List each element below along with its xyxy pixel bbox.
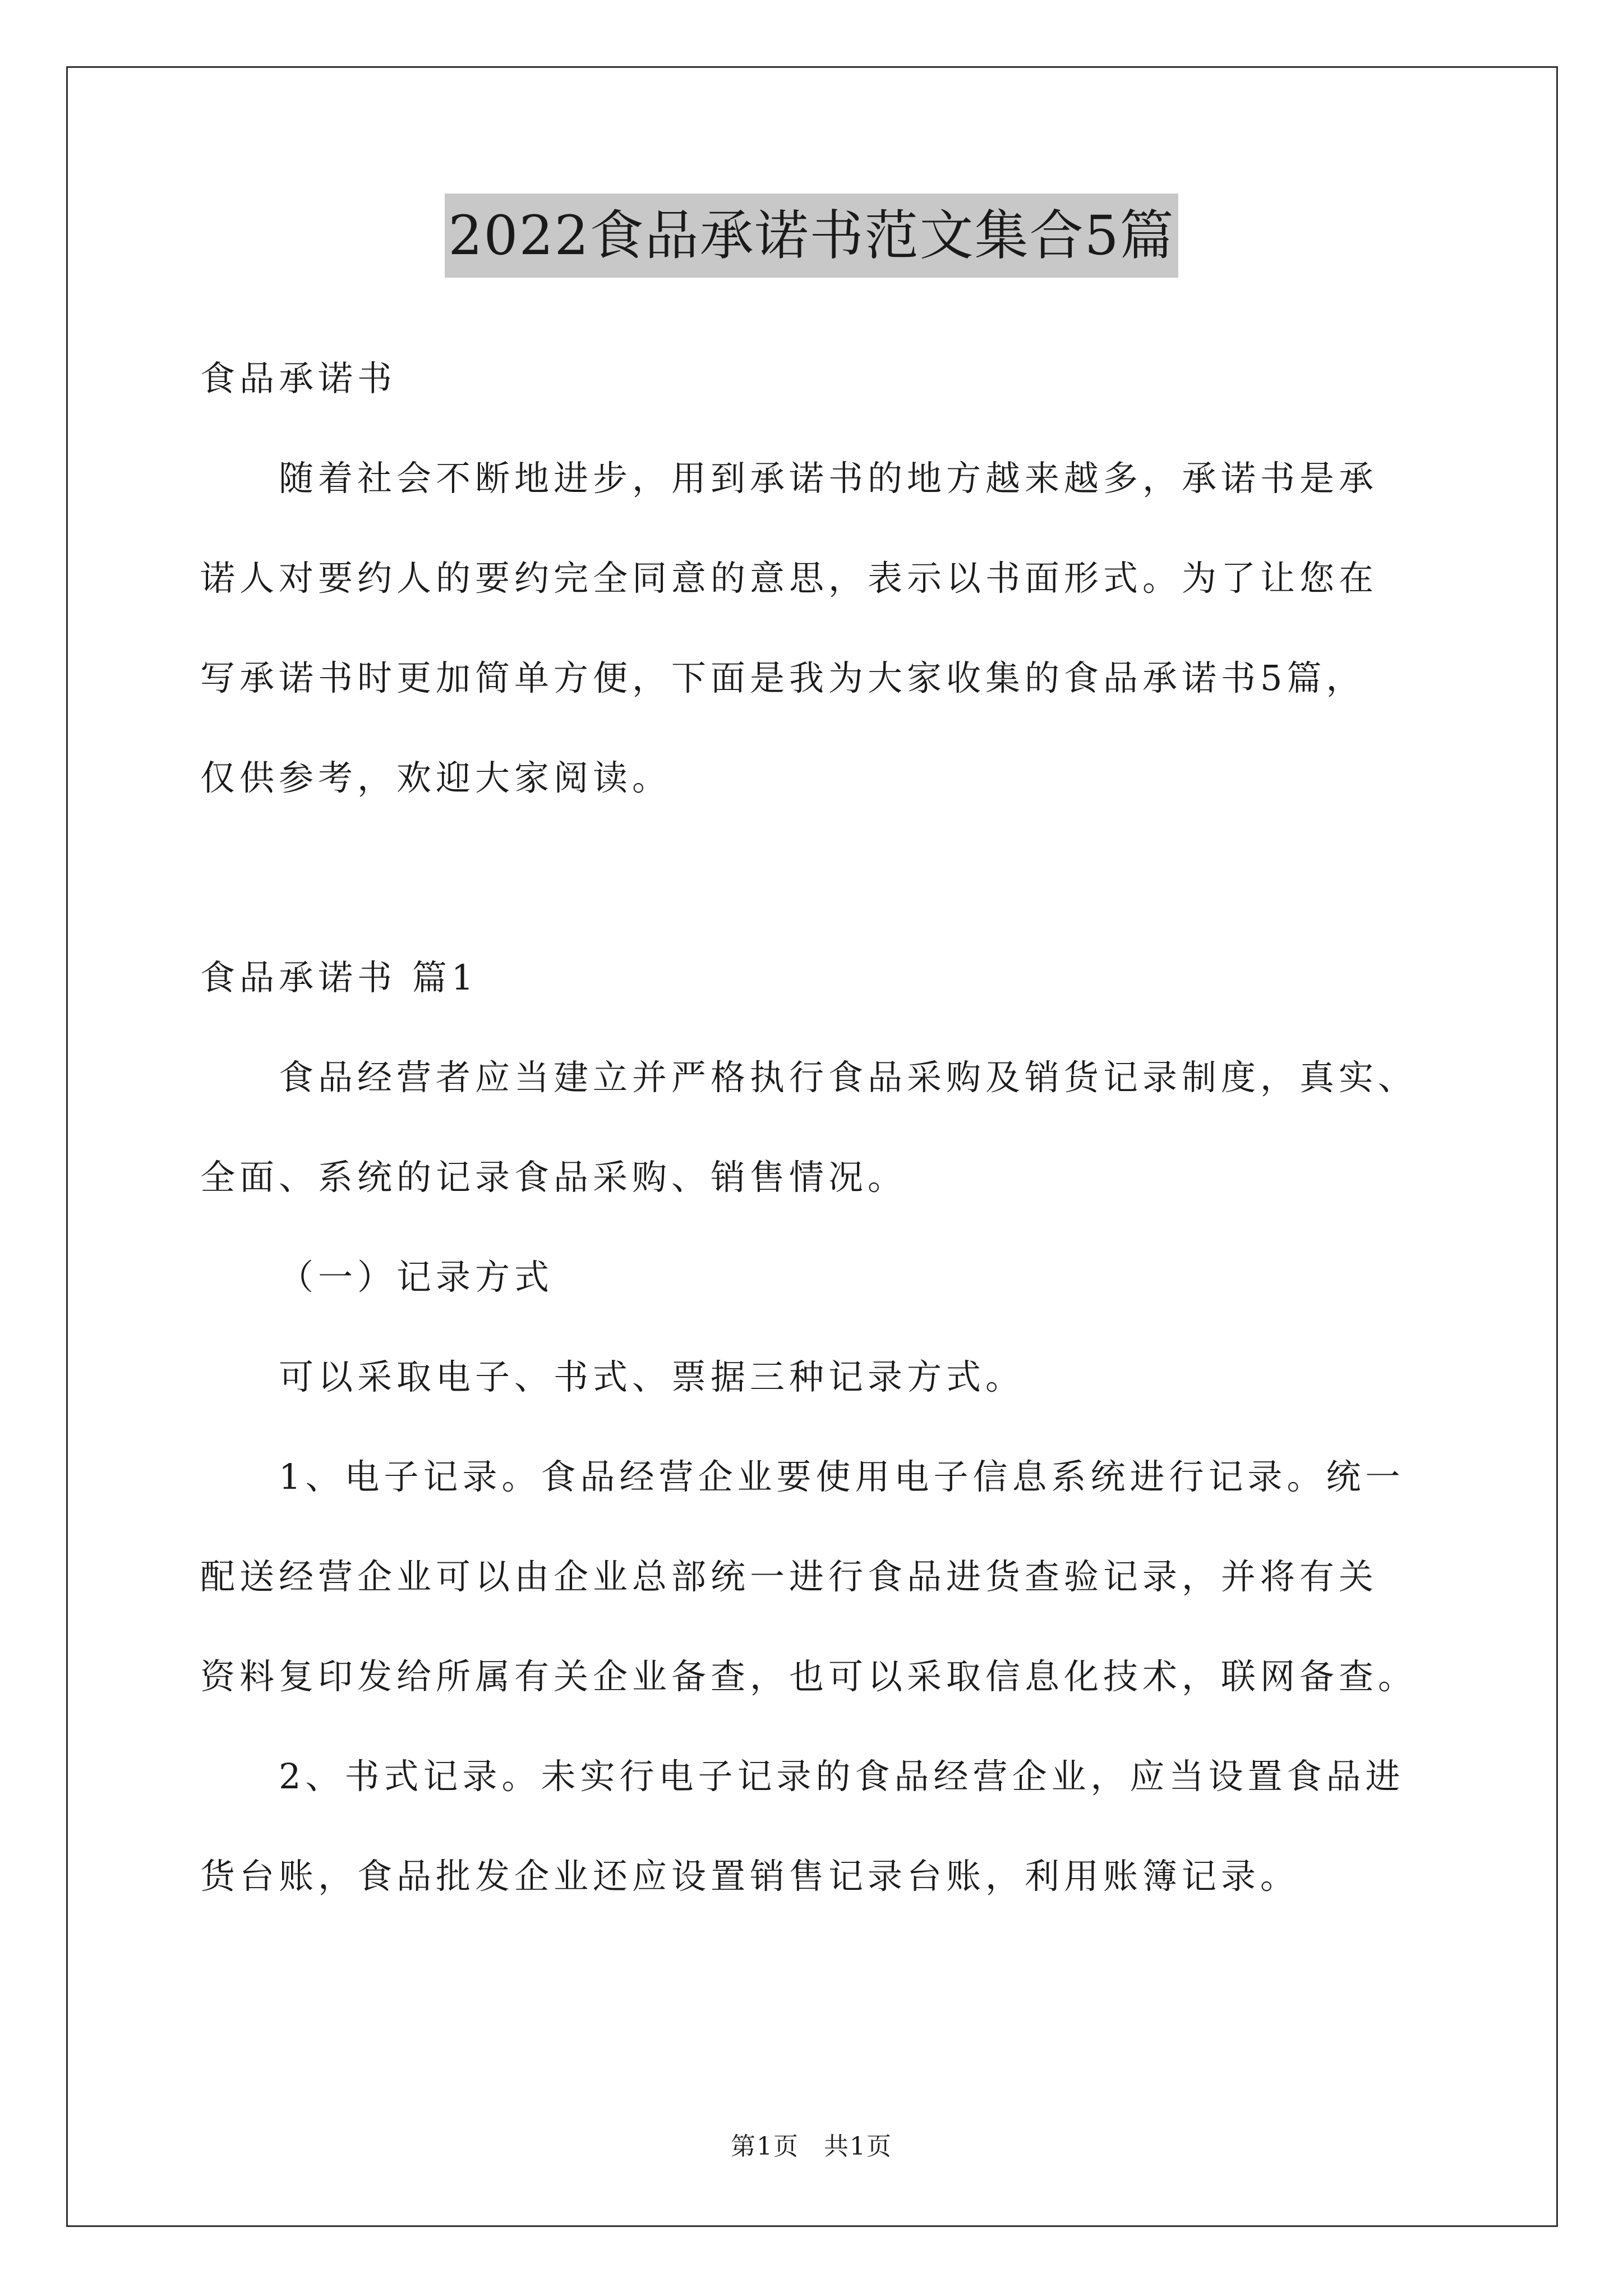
intro-paragraph-line: 写承诺书时更加简单方便，下面是我为大家收集的食品承诺书5篇， bbox=[200, 657, 1366, 698]
section-paragraph-line: 可以采取电子、书式、票据三种记录方式。 bbox=[279, 1356, 1025, 1397]
section-paragraph-line: 资料复印发给所属有关企业备查，也可以采取信息化技术，联网备查。 bbox=[200, 1656, 1418, 1697]
section-paragraph-line: 货台账，食品批发企业还应设置销售记录台账，利用账簿记录。 bbox=[200, 1856, 1300, 1897]
section-heading: 食品承诺书 篇1 bbox=[200, 957, 478, 998]
document-title: 2022食品承诺书范文集合5篇 bbox=[445, 194, 1178, 278]
document-body bbox=[200, 342, 1456, 1940]
intro-paragraph-line: 诺人对要约人的要约完全同意的意思，表示以书面形式。为了让您在 bbox=[200, 558, 1378, 599]
intro-heading: 食品承诺书 bbox=[200, 358, 397, 399]
intro-paragraph-line: 仅供参考，欢迎大家阅读。 bbox=[200, 757, 672, 798]
section-paragraph-line: 2、书式记录。未实行电子记录的食品经营企业，应当设置食品进 bbox=[279, 1756, 1405, 1797]
section-paragraph-line: 配送经营企业可以由企业总部统一进行食品进货查验记录，并将有关 bbox=[200, 1556, 1378, 1597]
title-container bbox=[0, 194, 1623, 278]
page-number-current: 第1页 bbox=[731, 2132, 799, 2161]
intro-paragraph-line: 随着社会不断地进步，用到承诺书的地方越来越多，承诺书是承 bbox=[279, 458, 1378, 499]
blank-line bbox=[200, 841, 1456, 941]
page-footer bbox=[0, 2126, 1623, 2162]
section-paragraph-line: 全面、系统的记录食品采购、销售情况。 bbox=[200, 1157, 907, 1198]
page-number-total: 共1页 bbox=[824, 2132, 892, 2161]
subsection-heading: （一）记录方式 bbox=[279, 1257, 554, 1297]
section-paragraph-line: 食品经营者应当建立并严格执行食品采购及销货记录制度，真实、 bbox=[279, 1057, 1418, 1098]
section-paragraph-line: 1、电子记录。食品经营企业要使用电子信息系统进行记录。统一 bbox=[279, 1456, 1405, 1497]
